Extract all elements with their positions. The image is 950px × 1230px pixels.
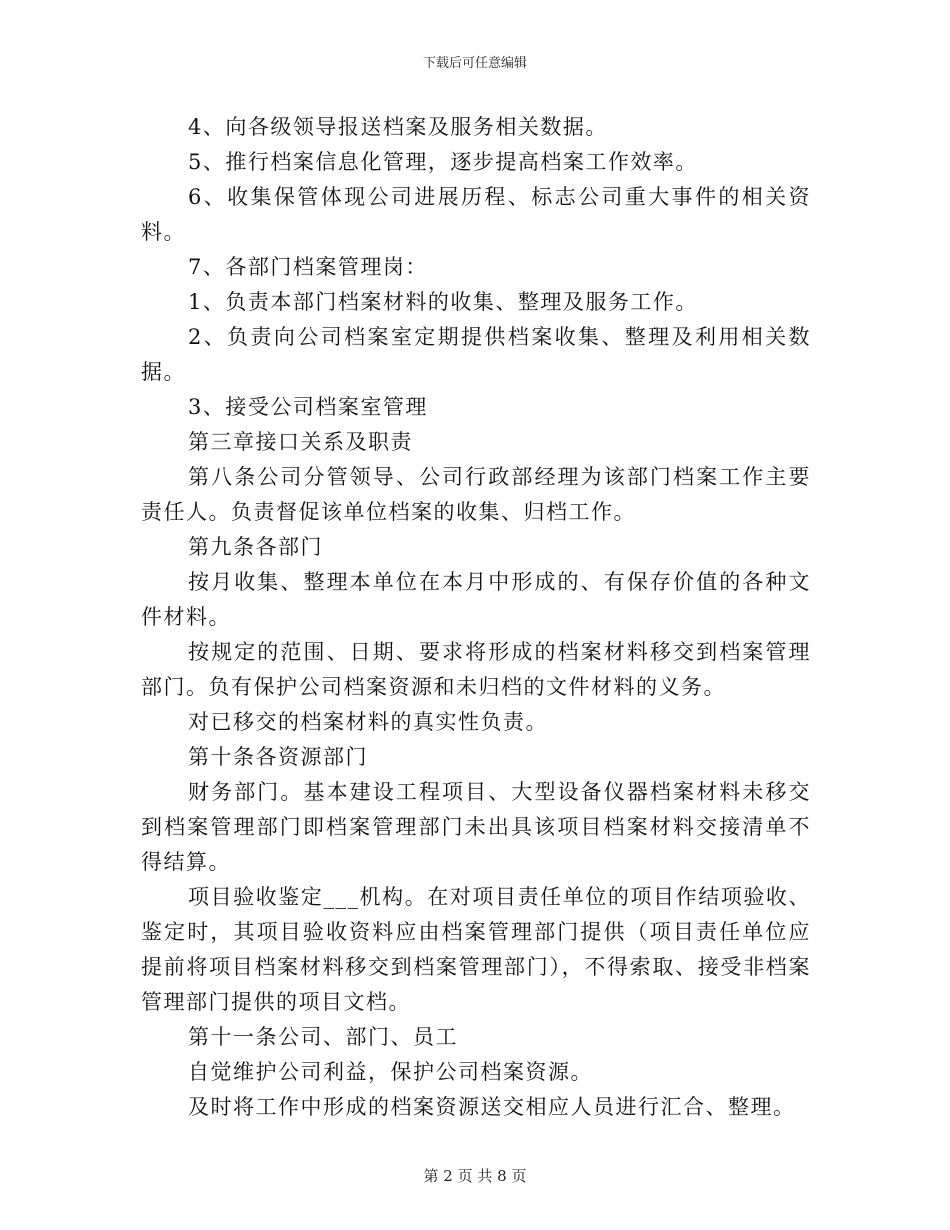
page-number: 第 2 页 共 8 页	[423, 1167, 527, 1185]
paragraph: 3、接受公司档案室管理	[188, 395, 428, 419]
paragraph: 4、向各级领导报送档案及服务相关数据。	[188, 115, 608, 139]
document-body	[141, 110, 811, 1125]
paragraph: 7、各部门档案管理岗：	[188, 255, 428, 279]
paragraph: 及时将工作中形成的档案资源送交相应人员进行汇合、整理。	[188, 1095, 796, 1119]
chapter-heading: 第三章接口关系及职责	[188, 430, 413, 454]
paragraph: 按规定的范围、日期、要求将形成的档案材料移交到档案管理部门。负有保护公司档案资源和未归档的文件材料的义务。	[141, 640, 811, 699]
paragraph: 按月收集、整理本单位在本月中形成的、有保存价值的各种文件材料。	[141, 570, 811, 629]
page-header: 下载后可任意编辑	[422, 56, 527, 71]
paragraph: 财务部门。基本建设工程项目、大型设备仪器档案材料未移交到档案管理部门即档案管理部门未出具该项目档案材料交接清单不得结算。	[141, 780, 811, 874]
article-heading: 第十条各资源部门	[188, 745, 368, 769]
paragraph: 自觉维护公司利益，保护公司档案资源。	[188, 1060, 593, 1084]
paragraph: 2、负责向公司档案室定期提供档案收集、整理及利用相关数据。	[141, 325, 811, 384]
article-heading: 第九条各部门	[188, 535, 323, 559]
article-paragraph: 第八条公司分管领导、公司行政部经理为该部门档案工作主要责任人。负责督促该单位档案的收集、归档工作。	[141, 465, 811, 524]
paragraph: 1、负责本部门档案材料的收集、整理及服务工作。	[188, 290, 698, 314]
paragraph: 项目验收鉴定___机构。在对项目责任单位的项目作结项验收、鉴定时，其项目验收资料应由档案管理部门提供（项目责任单位应提前将项目档案材料移交到档案管理部门），不得索取、接受非档案管理部门提供的项目文档。	[141, 885, 811, 1014]
paragraph: 对已移交的档案材料的真实性负责。	[188, 710, 548, 734]
article-heading: 第十一条公司、部门、员工	[188, 1025, 458, 1049]
paragraph: 5、推行档案信息化管理，逐步提高档案工作效率。	[188, 150, 698, 174]
paragraph: 6、收集保管体现公司进展历程、标志公司重大事件的相关资料。	[141, 185, 811, 244]
